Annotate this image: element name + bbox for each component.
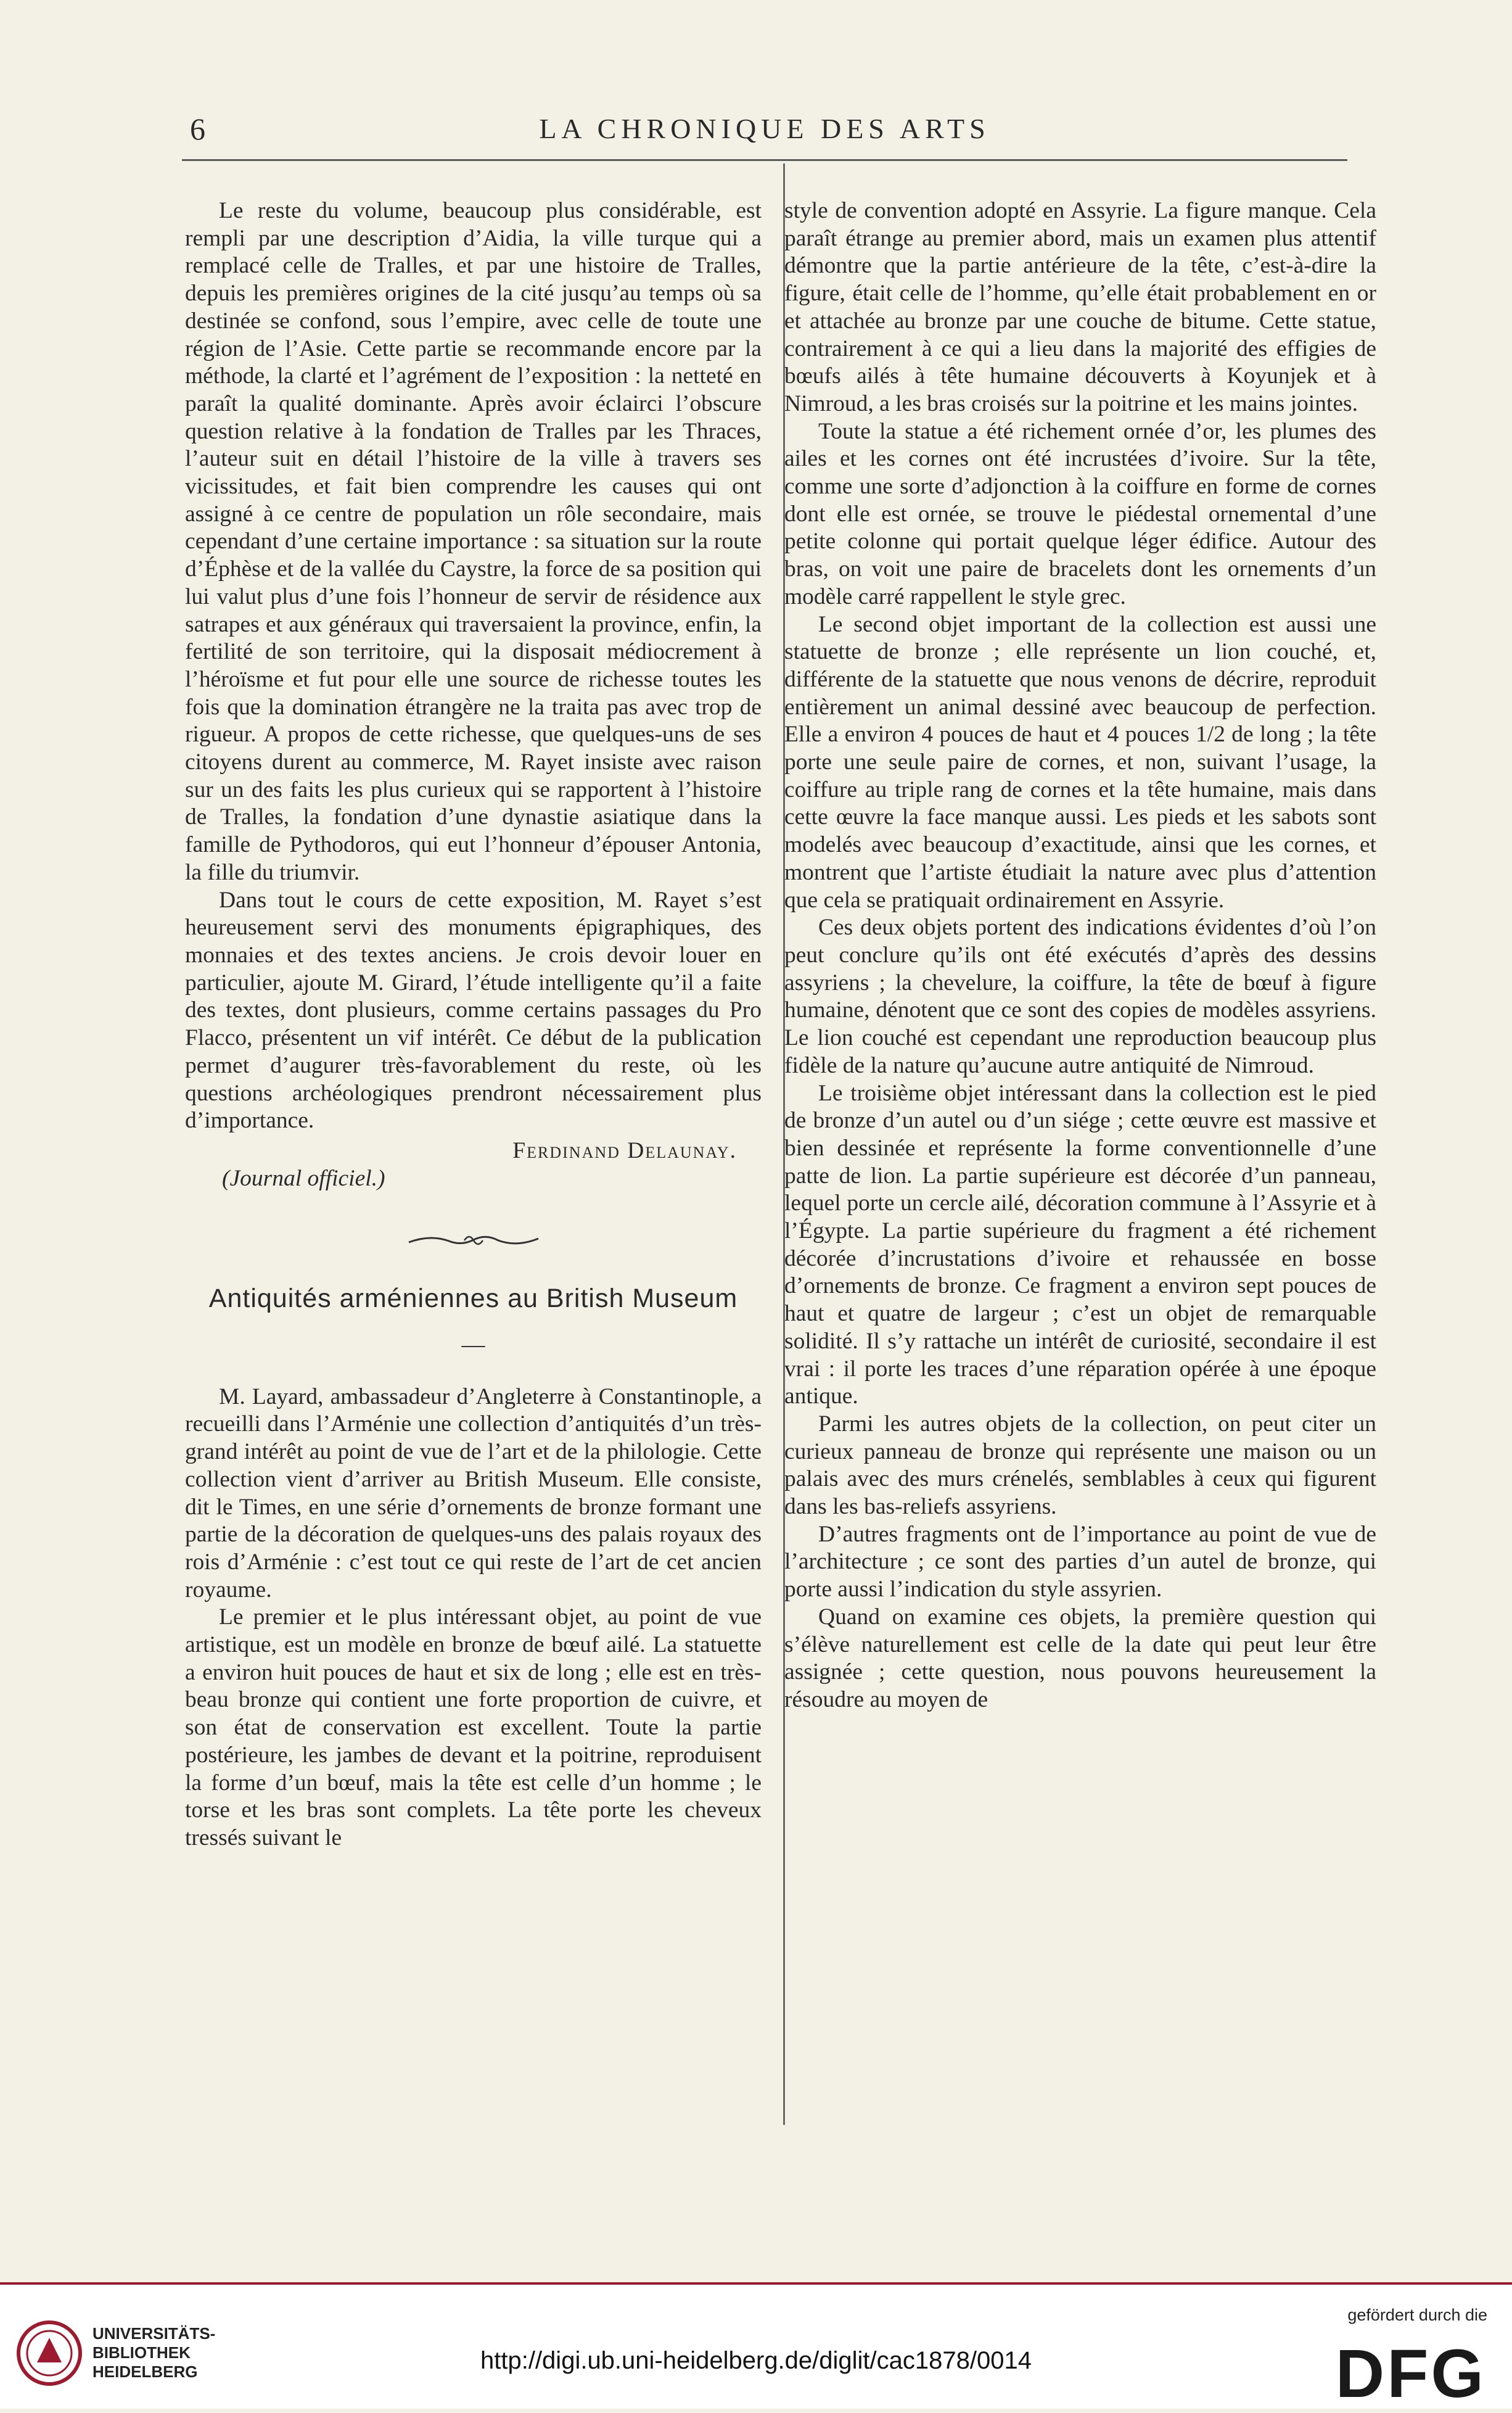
decorative-flourish-icon <box>185 1229 762 1248</box>
footer-rule <box>0 2282 1512 2285</box>
running-title: LA CHRONIQUE DES ARTS <box>539 113 990 144</box>
article-paragraph: Le reste du volume, beaucoup plus considérable, est rempli par une description d’Aidia, la ville turque qui a remplacé celle de Tralles, et par une histoire de Tralles, depuis les premières origines de la cité jusqu’au temps où sa destinée se confond, sous l’empire, avec celle de toute une région de l’Asie. Cette partie se recommande encore par la méthode, la clarté et l’agrément de l’exposition : la netteté en paraît la qualité dominante. Après avoir éclairci l’obscure question relative à la fondation de Tralles par les Thraces, l’auteur suit en détail l’histoire de la ville à travers ses vicissitudes, et fait bien comprendre les causes qui ont assigné à ce centre de population un rôle secondaire, mais cependant d’une certaine importance : sa situation sur la route d’Éphèse et de la vallée du Caystre, la force de sa position qui lui valut plus d’une fois l’honneur de servir de résidence aux satrapes et aux généraux qui traversaient la province, enfin, la fertilité de son territoire, qui la disposait médiocrement à l’héroïsme et fut pour elle une source de richesse toutes les fois que la domination étrangère ne la traita pas avec trop de rigueur. A propos de cette richesse, que quelques-uns de ses citoyens durent au commerce, M. Rayet insiste avec raison sur un des faits les plus curieux qui se rapportent à l’histoire de Tralles, la fondation d’une dynastie asiatique dans la famille de Pythodoros, qui eut l’honneur d’épouser Antonia, la fille du triumvir. <box>185 198 762 885</box>
source-citation: (Journal officiel.) <box>222 1165 385 1191</box>
article-paragraph: Ces deux objets portent des indications évidentes d’où l’on peut conclure qu’ils ont été exécutés d’après des dessins assyriens ; la chevelure, la coiffure, la tête de bœuf à figure humaine, dénotent que ce sont des copies de modèles assyriens. Le lion couché est cependant une reproduction beaucoup plus fidèle de la nature qu’aucune autre antiquité de Nimroud. <box>784 915 1376 1078</box>
article-paragraph: Dans tout le cours de cette exposition, M. Rayet s’est heureusement servi des monuments épigraphiques, des monnaies et des textes anciens. Je crois devoir louer en particulier, ajoute M. Girard, l’étude intelligente qu’il a faite des textes, dont plusieurs, comme certains passages du Pro Flacco, présentent un vif intérêt. Ce début de la publication permet d’augurer très-favorablement du reste, où les questions archéologiques prendront nécessairement plus d’importance. <box>185 887 762 1134</box>
footer-bar <box>0 2282 1512 2409</box>
article-paragraph: M. Layard, ambassadeur d’Angleterre à Constantinople, a recueilli dans l’Arménie une collection d’antiquités d’un très-grand intérêt au point de vue de l’art et de la philologie. Cette collection vient d’arriver au British Museum. Elle consiste, dit le Times, en une série d’ornements de bronze formant une partie de la décoration de quelques-uns des palais royaux des rois d’Arménie : c’est tout ce qui reste de l’art de cet ancien royaume. <box>185 1384 762 1602</box>
digital-copy-link[interactable]: http://digi.ub.uni-heidelberg.de/diglit/cac1878/0014 <box>480 2347 1032 2374</box>
funding-caption: gefördert durch die <box>1347 2306 1487 2324</box>
right-column <box>784 197 1376 1714</box>
header-rule <box>182 159 1347 161</box>
section-dash: — <box>461 1332 485 1358</box>
dfg-logo[interactable]: DFG <box>1335 2336 1486 2412</box>
page-header <box>179 105 1350 154</box>
institution-line: BIBLIOTHEK <box>92 2343 191 2362</box>
article-paragraph: Le troisième objet intéressant dans la collection est le pied de bronze d’un autel ou d’un siége ; cette œuvre est massive et bien dessinée et représente la forme conventionnelle d’une patte de lion. La partie supérieure est décorée d’un panneau, lequel porte un cercle ailé, décoration commune à l’Assyrie et à l’Égypte. La partie supérieure du fragment a été richement décorée d’incrustations d’ivoire et rehaussée en bosse d’ornements de bronze. Ce fragment a environ sept pouces de haut et quatre de largeur ; c’est un objet de remarquable solidité. Il s’y rattache un intérêt de curiosité, secondaire il est vrai : il porte les traces d’une réparation opérée à une époque antique. <box>784 1080 1376 1409</box>
article-paragraph: Le premier et le plus intéressant objet, au point de vue artistique, est un modèle en bronze de bœuf ailé. La statuette a environ huit pouces de haut et six de long ; elle est en très-beau bronze qui contient une forte proportion de cuivre, et son état de conservation est excellent. Toute la partie postérieure, les jambes de devant et la poitrine, reproduisent la forme d’un bœuf, mais la tête est celle d’un homme ; le torse et les bras sont complets. La tête porte les cheveux tressés suivant le <box>185 1604 762 1850</box>
article-paragraph: Toute la statue a été richement ornée d’or, les plumes des ailes et les cornes ont été incrustées d’ivoire. Sur la tête, comme une sorte d’adjonction à la coiffure en forme de cornes dont elle est ornée, se trouve le piédestal ornemental d’une petite colonne qui portait quelque léger édifice. Autour des bras, on voit une paire de bracelets dont les ornements d’un modèle carré rappellent le style grec. <box>784 418 1376 609</box>
institution-line: UNIVERSITÄTS- <box>92 2324 216 2343</box>
author-signature: Ferdinand Delaunay. <box>512 1137 737 1163</box>
article-paragraph: Parmi les autres objets de la collection, on peut citer un curieux panneau de bronze qui représente une maison ou un palais avec des murs crénelés, semblables à ceux qui figurent dans les bas-reliefs assyriens. <box>784 1411 1376 1520</box>
section-heading: Antiquités arméniennes au British Museum <box>208 1284 738 1314</box>
page-number: 6 <box>190 112 205 146</box>
institution-line: HEIDELBERG <box>92 2362 198 2381</box>
article-paragraph: Quand on examine ces objets, la première question qui s’élève naturellement est celle de la date qui peut leur être assignée ; cette question, nous pouvons heureusement la résoudre au moyen de <box>784 1604 1376 1712</box>
article-paragraph: D’autres fragments ont de l’importance au point de vue de l’architecture ; ce sont des parties d’un autel de bronze, qui porte aussi l’indication du style assyrien. <box>784 1521 1376 1602</box>
left-column <box>185 197 762 1852</box>
article-paragraph: Le second objet important de la collection est aussi une statuette de bronze ; elle représente un lion couché, et, différente de la statuette que nous venons de décrire, reproduit entièrement un animal dessiné avec beaucoup de perfection. Elle a environ 4 pouces de haut et 4 pouces 1/2 de long ; la tête porte une seule paire de cornes, et non, suivant l’usage, la coiffure au triple rang de cornes et la tête humaine, mais dans cette œuvre la face manque aussi. Les pieds et les sabots sont modelés avec beaucoup d’exactitude, ainsi que les cornes, et montrent que l’artiste étudiait la nature avec plus d’attention que cela se pratiquait ordinairement en Assyrie. <box>784 611 1376 913</box>
continued-paragraph: style de convention adopté en Assyrie. La figure manque. Cela paraît étrange au premier abord, mais un examen plus attentif démontre que la partie antérieure de la tête, c’est-à-dire la figure, était celle de l’homme, qu’elle était probablement en or et attachée au bronze par une couche de bitume. Cette statue, contrairement à ce qui a lieu dans la majorité des effigies de bœufs ailés à tête humaine découverts à Koyunjek et à Nimroud, a les bras croisés sur la poitrine et les mains jointes. <box>784 198 1376 416</box>
